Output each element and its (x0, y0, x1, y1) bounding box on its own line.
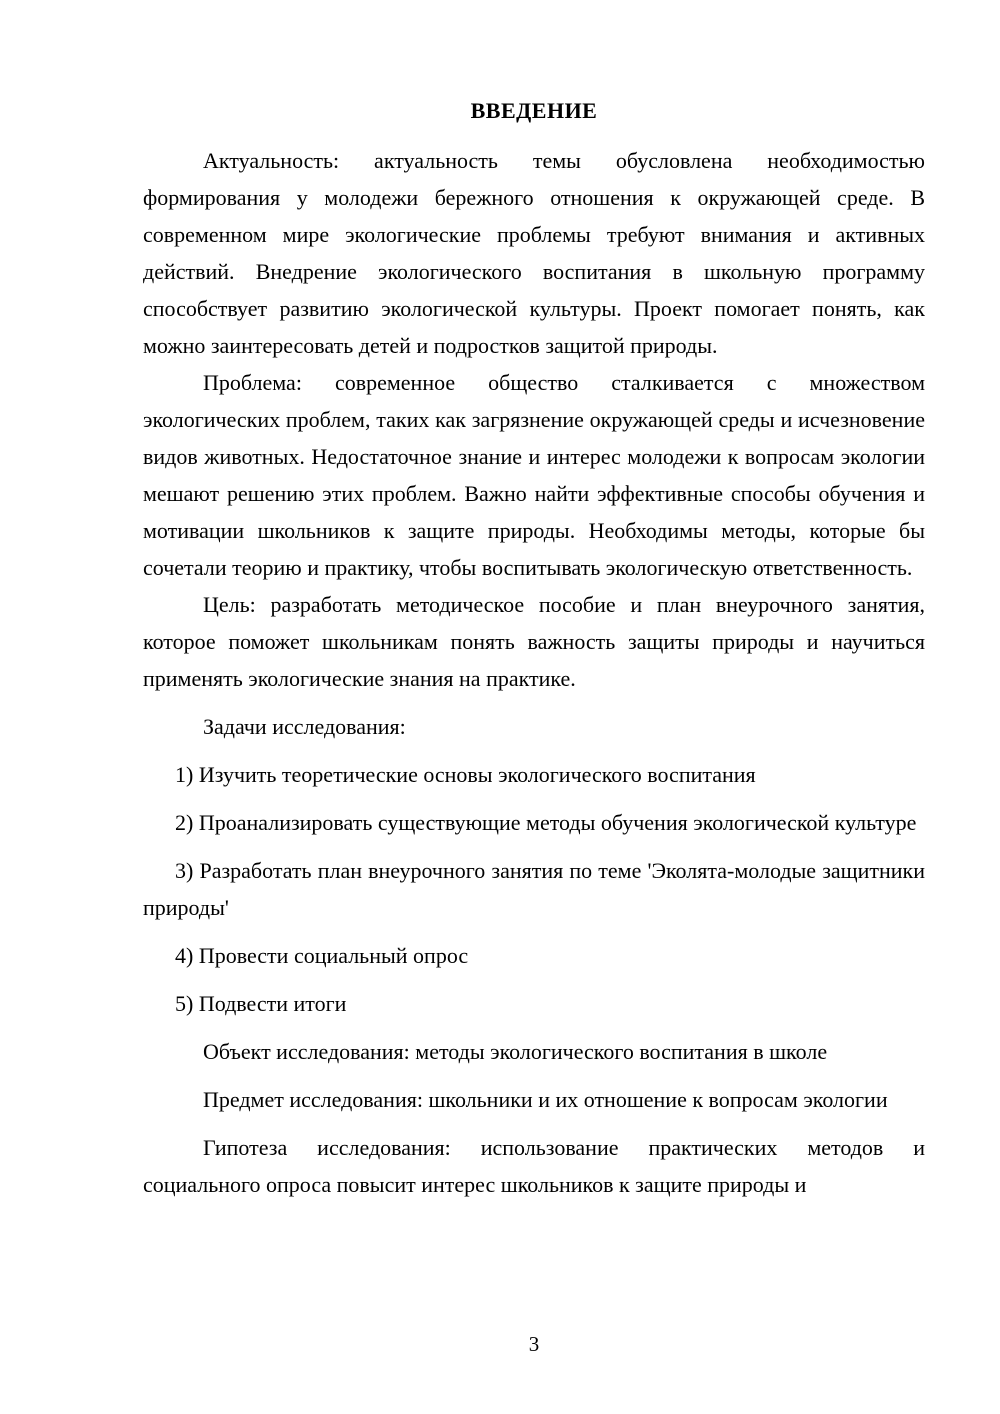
paragraph-hypothesis: Гипотеза исследования: использование практических методов и социального опроса повысит интерес школьников к защите природы и (143, 1135, 925, 1197)
task-item-2: 2) Проанализировать существующие методы обучения экологической культуре (175, 810, 917, 835)
text-column (143, 96, 925, 1203)
tasks-heading: Задачи исследования: (203, 714, 406, 739)
task-item-4: 4) Провести социальный опрос (175, 943, 469, 968)
paragraph-object: Объект исследования: методы экологического воспитания в школе (203, 1039, 828, 1064)
page-title: ВВЕДЕНИЕ (470, 98, 598, 123)
paragraph-subject: Предмет исследования: школьники и их отношение к вопросам экологии (203, 1087, 888, 1112)
page-number: 3 (528, 1332, 540, 1356)
task-item-3: 3) Разработать план внеурочного занятия по теме 'Эколята-молодые защитники природы' (143, 858, 925, 920)
paragraph-problem: Проблема: современное общество сталкивается с множеством экологических проблем, таких как загрязнение окружающей среды и исчезновение видов животных. Недостаточное знание и интерес молодежи к вопросам экологии мешают решению этих проблем. Важно найти эффективные способы обучения и мотивации школьников к защите природы. Необходимы методы, которые бы сочетали теорию и практику, чтобы воспитывать экологическую ответственность. (143, 370, 925, 580)
task-item-1: 1) Изучить теоретические основы экологического воспитания (175, 762, 756, 787)
paragraph-relevance: Актуальность: актуальность темы обусловлена необходимостью формирования у молодежи бережного отношения к окружающей среде. В современном мире экологические проблемы требуют внимания и активных действий. Внедрение экологического воспитания в школьную программу способствует развитию экологической культуры. Проект помогает понять, как можно заинтересовать детей и подростков защитой природы. (143, 148, 925, 358)
paragraph-goal: Цель: разработать методическое пособие и план внеурочного занятия, которое поможет школьникам понять важность защиты природы и научиться применять экологические знания на практике. (143, 592, 925, 691)
task-item-5: 5) Подвести итоги (175, 991, 347, 1016)
